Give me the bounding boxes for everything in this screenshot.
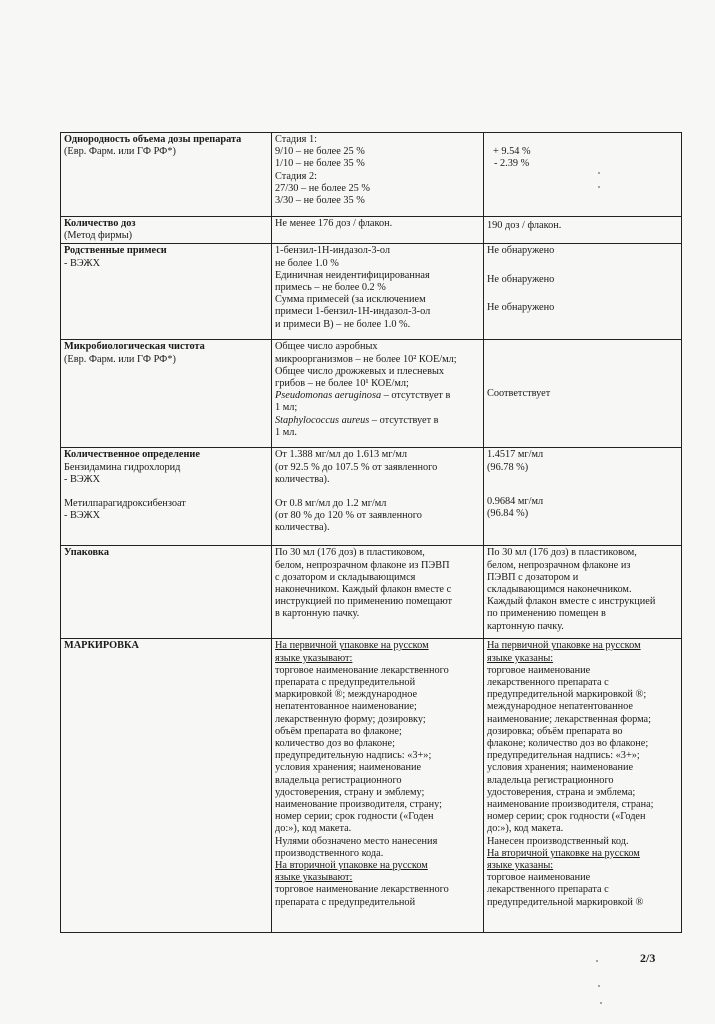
norm-line: наконечником. Каждый флакон вместе с [275,584,452,596]
result-cell [484,340,682,448]
result-line: 190 доз / флакон. [487,220,562,231]
result-line: По 30 мл (176 доз) в пластиковом, [487,547,637,559]
norm-line: производственного кода. [275,847,384,859]
result-line: флаконе; количество доз во флаконе; [487,738,649,750]
result-line: Не обнаружено [487,245,555,257]
result-line: Каждый флакон вместе с инструкцией [487,596,656,608]
result-line: наименование; лекарственная форма; [487,713,651,725]
parameter-method: - ВЭЖХ [64,510,101,522]
result-line: условия хранения; наименование [487,762,634,774]
parameter-title: Упаковка [64,547,109,559]
norm-line: непатентованное наименование; [275,701,417,713]
parameter-cell [61,217,272,244]
norm-line: Сумма примесей (за исключением [275,294,426,306]
result-cell [484,448,682,546]
norm-cell [272,340,484,448]
result-line: номер серии; срок годности («Годен [487,811,646,823]
norm-line: инструкцией по применению помещают [275,596,453,608]
scan-speck [596,960,598,962]
result-line: складывающимся наконечником. [487,584,632,596]
result-heading: языке указаны: [487,860,554,872]
norm-line: 1-бензил-1Н-индазол-3-ол [275,245,391,257]
norm-line: количества). [275,473,330,485]
result-line: по применению помещен в [487,608,606,620]
norm-line: грибов – не более 10¹ КОЕ/мл; [275,378,409,390]
parameter-title: Однородность объема дозы препарата [64,134,242,145]
parameter-subtitle: Бензидамина гидрохлорид [64,461,181,473]
result-line: лекарственного препарата с [487,677,609,689]
parameter-cell [61,546,272,639]
norm-line: Стадия 2: [275,170,317,182]
norm-line: номер серии; срок годности («Годен [275,811,434,823]
norm-line: объём препарата во флаконе; [275,725,402,737]
norm-line: белом, непрозрачном флаконе из ПЭВП [275,559,450,571]
result-line: международное непатентованное [487,701,633,713]
norm-line: Общее число аэробных [275,341,378,353]
norm-heading: языке указывают: [275,872,353,884]
result-line: Не обнаружено [487,273,555,285]
norm-line: и примеси В) – не более 1.0 %. [275,318,411,330]
norm-line [275,390,480,402]
norm-line: удостоверения, страну и эмблему; [275,786,425,798]
specification-table [60,132,682,933]
norm-line: с дозатором и складывающимся [275,571,416,583]
norm-line: препарата с предупредительной [275,896,416,908]
norm-line: количество доз во флаконе; [275,738,395,750]
result-line: торговое наименование [487,664,591,676]
table-row [61,340,682,448]
result-line: предупредительной маркировкой ® [487,896,644,908]
scan-speck [598,985,600,987]
scan-speck [598,172,600,174]
organism-name: Staphylococcus aureus [275,414,370,426]
norm-line: (от 92.5 % до 107.5 % от заявленного [275,461,438,473]
result-heading: На первичной упаковке на русском [487,640,641,652]
result-line: до:»), код макета. [487,823,564,835]
norm-cell [272,448,484,546]
parameter-method: - ВЭЖХ [64,473,101,485]
result-line: лекарственного препарата с [487,884,609,896]
result-line: владельца регистрационного [487,774,614,786]
result-cell [484,217,682,244]
result-line: 0.9684 мг/мл [487,495,544,507]
parameter-cell [61,639,272,933]
norm-line: в картонную пачку. [275,608,360,620]
result-heading: На вторичной упаковке на русском [487,847,640,859]
norm-line: Не менее 176 доз / флакон. [275,218,393,229]
norm-line: Единичная неидентифицированная [275,269,430,281]
norm-heading: На первичной упаковке на русском [275,640,429,652]
parameter-cell [61,448,272,546]
norm-line: (от 80 % до 120 % от заявленного [275,510,422,522]
norm-cell [272,217,484,244]
result-heading: языке указаны: [487,652,554,664]
table-row [61,217,682,244]
scan-speck [598,186,600,188]
norm-line: 1 мл; [275,402,298,414]
result-line: белом, непрозрачном флаконе из [487,559,631,571]
norm-line: препарата с предупредительной [275,677,416,689]
norm-line: микроорганизмов – не более 10² КОЕ/мл; [275,353,457,365]
result-cell [484,133,682,217]
norm-line: торговое наименование лекарственного [275,664,449,676]
norm-line: до:»), код макета. [275,823,352,835]
table-row [61,546,682,639]
norm-line: предупредительную надпись: «3+»; [275,750,432,762]
norm-line: лекарственную форму; дозировку; [275,713,426,725]
result-line: торговое наименование [487,872,591,884]
norm-cell [272,639,484,933]
result-line: Не обнаружено [487,301,555,313]
table-row [61,244,682,340]
norm-cell [272,133,484,217]
parameter-method: (Евр. Фарм. или ГФ РФ*) [64,353,176,365]
scan-speck [600,1002,602,1004]
parameter-subtitle: Метилпарагидроксибензоат [64,498,186,510]
norm-heading: На вторичной упаковке на русском [275,860,428,872]
norm-line: Общее число дрожжевых и плесневых [275,365,445,377]
result-line: удостоверения, страна и эмблема; [487,786,636,798]
norm-heading: языке указывают: [275,652,353,664]
table-row [61,448,682,546]
table-row [61,639,682,933]
norm-line [275,415,480,427]
result-line: ПЭВП с дозатором и [487,571,579,583]
parameter-cell [61,340,272,448]
result-line: - 2.39 % [494,158,530,170]
result-line: наименование производителя, страна; [487,799,654,811]
norm-line: 1/10 – не более 35 % [275,158,365,170]
result-line: (96.78 %) [487,461,529,473]
parameter-method: (Евр. Фарм. или ГФ РФ*) [64,146,176,158]
result-line: 1.4517 мг/мл [487,449,544,461]
norm-line: От 0.8 мг/мл до 1.2 мг/мл [275,498,387,510]
organism-name: Pseudomonas aeruginosa [275,390,382,402]
result-line: + 9.54 % [493,146,531,157]
parameter-title: Микробиологическая чистота [64,341,205,353]
norm-line: Стадия 1: [275,134,317,145]
parameter-cell [61,133,272,217]
norm-line: 9/10 – не более 25 % [275,146,365,158]
parameter-method: (Метод фирмы) [64,230,133,242]
norm-line: 1 мл. [275,426,297,438]
result-cell [484,244,682,340]
norm-line: 3/30 – не более 35 % [275,195,365,207]
result-cell [484,639,682,933]
result-line: картонную пачку. [487,620,564,632]
norm-line: примеси 1-бензил-1Н-индазол-3-ол [275,306,431,318]
norm-line: От 1.388 мг/мл до 1.613 мг/мл [275,449,408,461]
parameter-title: Родственные примеси [64,245,167,257]
norm-line: владельца регистрационного [275,774,402,786]
norm-line: примесь – не более 0.2 % [275,282,386,294]
norm-line: условия хранения; наименование [275,762,422,774]
result-line: Соответствует [487,387,551,399]
result-line: предупредительная надпись: «3+»; [487,750,640,762]
norm-line: количества). [275,522,330,534]
norm-cell [272,546,484,639]
parameter-method: - ВЭЖХ [64,257,101,269]
norm-line: По 30 мл (176 доз) в пластиковом, [275,547,425,559]
result-line: Нанесен производственный код. [487,835,629,847]
result-line: предупредительной маркировкой ®; [487,689,647,701]
page-number: 2/3 [640,951,656,965]
parameter-title: Количественное определение [64,449,200,461]
norm-line: не более 1.0 % [275,257,339,269]
table-row [61,133,682,217]
norm-line: торговое наименование лекарственного [275,884,449,896]
norm-line: Нулями обозначено место нанесения [275,835,438,847]
parameter-title: Количество доз [64,218,136,229]
norm-fragment: – отсутствует в [381,390,451,402]
result-cell [484,546,682,639]
norm-cell [272,244,484,340]
norm-fragment: – отсутствует в [369,414,439,426]
norm-line: 27/30 – не более 25 % [275,182,370,194]
result-line: (96.84 %) [487,508,529,520]
result-line: дозировка; объём препарата во [487,725,623,737]
norm-line: наименование производителя, страну; [275,799,442,811]
parameter-title: МАРКИРОВКА [64,640,139,652]
parameter-cell [61,244,272,340]
norm-line: маркировкой ®; международное [275,689,418,701]
